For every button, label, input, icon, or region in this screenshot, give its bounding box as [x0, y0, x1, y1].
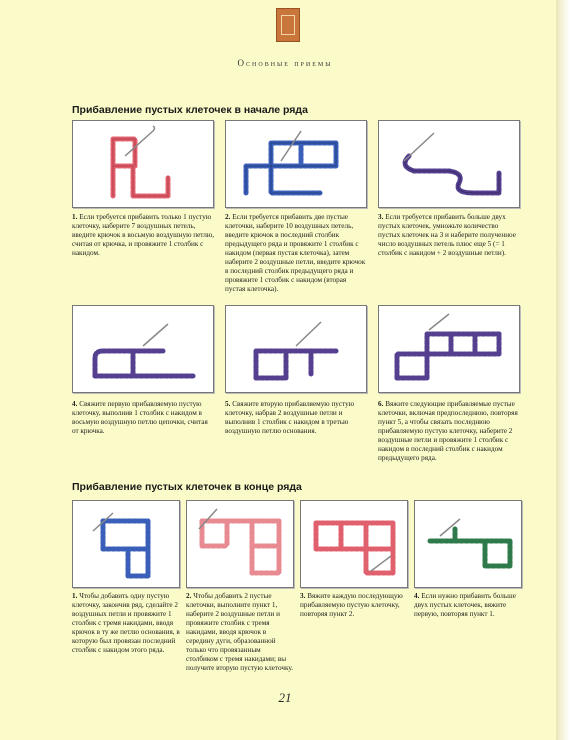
book-spine-edge [556, 0, 570, 740]
logo-frame [281, 15, 295, 35]
running-header: Основные приемы [237, 58, 333, 68]
step-number: 5. [225, 400, 231, 408]
step-text: Если требуется прибавить две пустые клеточки, наберите 10 воздушных петель, введите крючок в последний столбик предыдущего ряда и провяжите 1 столбик с накидом (первая пустая клеточка), затем наберите 2 воздушные петли, введите крючок в последний столбик предыдущего ряда и провяжите 1 столбик с накидом (вторая пустая клеточка). [225, 213, 366, 293]
step-number: 1. [72, 592, 78, 600]
step-text: Если требуется прибавить больше двух пустых клеточек, умножьте количество пустых клеточек на 3 и наберите полученное число воздушных петель плюс еще 5 (= 1 столбик с накидом + 2 воздушные петли). [378, 213, 516, 257]
step-caption [414, 592, 522, 619]
illustration-step-4 [72, 305, 214, 393]
step-text: Если требуется прибавить только 1 пустую клеточку, наберите 7 воздушных петель, введите крючок в восьмую воздушную петлю, считая от крючка, и провяжите 1 столбик с накидом. [72, 213, 215, 257]
step-number: 1. [72, 213, 78, 221]
section-title-end-of-row: Прибавление пустых клеточек в конце ряда [72, 481, 302, 493]
step-caption [378, 400, 521, 463]
illustration-end-step-4 [414, 500, 522, 588]
step-number: 6. [378, 400, 384, 408]
illustration-end-step-1 [72, 500, 180, 588]
step-number: 4. [72, 400, 78, 408]
step-text: Если нужно прибавить больше двух пустых клеточек, вяжите первую, повторяя пункт 1. [414, 592, 516, 618]
section-title-start-of-row: Прибавление пустых клеточек в начале ряда [72, 104, 308, 116]
step-text: Вяжите следующие прибавляемые пустые клеточки, включая предпоследнюю, повторяя пункт 5, а чтобы связать последнюю прибавляемую пустую клеточку, наберите 2 воздушные петли и провяжите 1 столбик с накидом в последний столбик с накидом предыдущего ряда. [378, 400, 518, 462]
step-number: 2. [225, 213, 231, 221]
publisher-logo [276, 8, 300, 42]
illustration-step-3 [378, 120, 520, 208]
step-text: Свяжите первую прибавляемую пустую клеточку, выполнив 1 столбик с накидом в восьмую воздушную петлю цепочки, считая от крючка. [72, 400, 208, 435]
step-caption [72, 592, 180, 655]
step-caption [186, 592, 294, 673]
step-text: Чтобы добавить одну пустую клеточку, закончив ряд, сделайте 2 воздушных петли и провяжите 1 столбик с тремя накидами, вводя крючок в ту же петлю основания, в которую был провязан последний столбик с накидом этого ряда. [72, 592, 180, 654]
step-text: Вяжите каждую последующую прибавляемую пустую клеточку, повторяя пункт 2. [300, 592, 403, 618]
illustration-end-step-2 [186, 500, 294, 588]
step-caption [72, 400, 215, 436]
illustration-step-1 [72, 120, 214, 208]
step-caption [72, 213, 215, 258]
step-text: Чтобы добавить 2 пустые клеточки, выполните пункт 1, наберите 2 воздушные петли и провяжите столбик с тремя накидами, вводя крючок в середину дуги, образованной только что провязанным столбиком с тремя накидами; вы получите вторую пустую клеточку. [186, 592, 294, 672]
page-number: 21 [278, 690, 292, 705]
step-number: 3. [300, 592, 306, 600]
illustration-end-step-3 [300, 500, 408, 588]
step-caption [378, 213, 521, 258]
illustration-step-6 [378, 305, 520, 393]
step-caption [225, 213, 368, 294]
step-caption [300, 592, 408, 619]
step-caption [225, 400, 368, 436]
step-number: 3. [378, 213, 384, 221]
step-number: 2. [186, 592, 192, 600]
step-text: Свяжите вторую прибавляемую пустую клеточку, набрав 2 воздушные петли и выполнив 1 столбик с накидом в третью воздушную петлю основания. [225, 400, 355, 435]
illustration-step-2 [225, 120, 367, 208]
illustration-step-5 [225, 305, 367, 393]
step-number: 4. [414, 592, 420, 600]
